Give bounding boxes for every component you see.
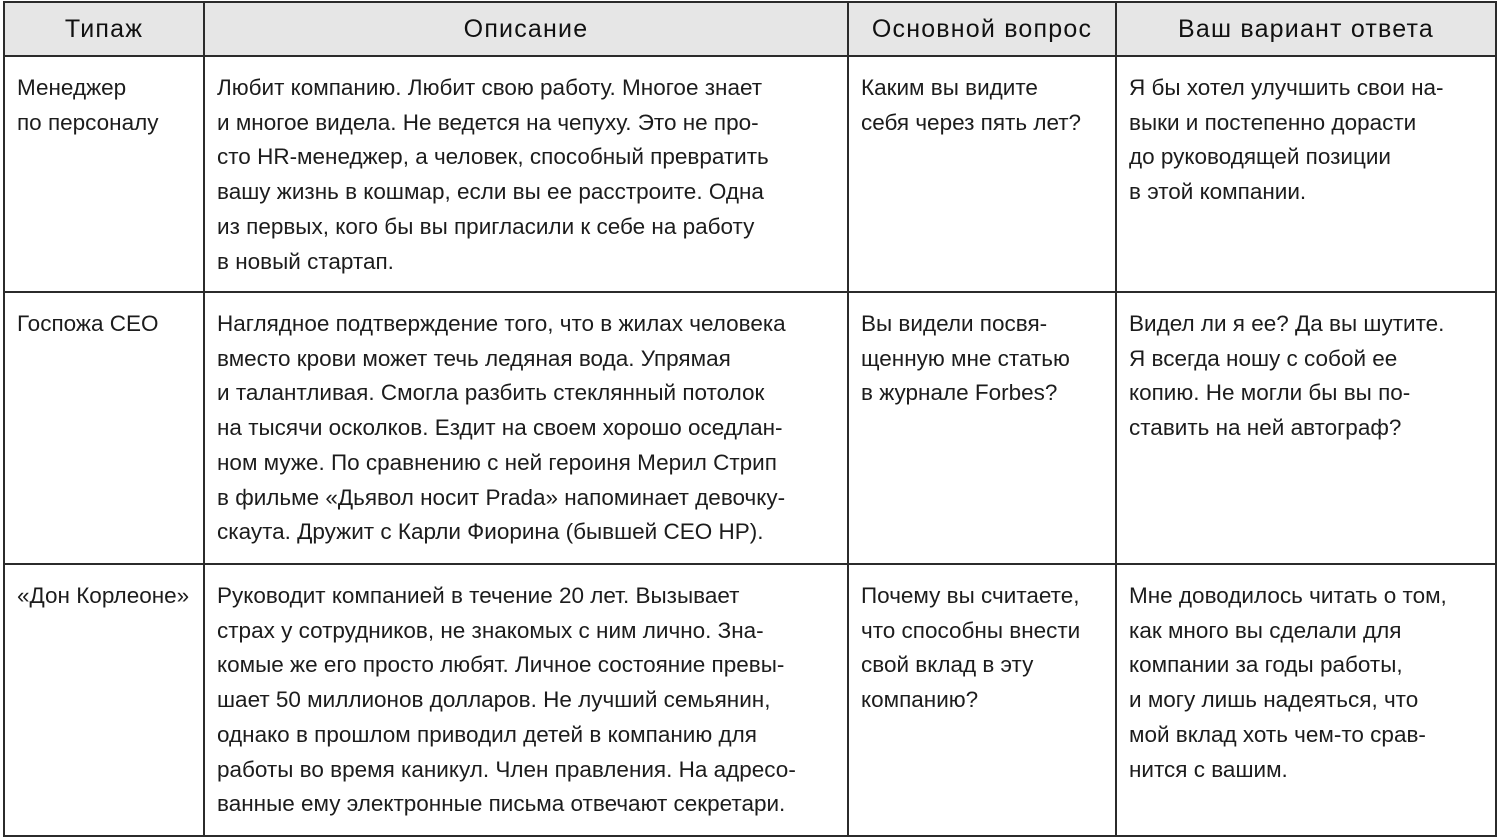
text-line: сто HR-менеджер, а человек, способный превратить — [217, 144, 769, 170]
cell-answer — [1116, 564, 1496, 836]
text-line: комые же его просто любят. Личное состояние превы- — [217, 652, 785, 678]
text-line: копию. Не могли бы вы по- — [1129, 380, 1411, 406]
cell-question — [848, 292, 1116, 564]
header-description: Описание — [204, 2, 848, 56]
cell-question — [848, 56, 1116, 292]
table-row — [4, 56, 1496, 292]
text-line: нится с вашим. — [1129, 756, 1288, 782]
text-line: из первых, кого бы вы пригласили к себе на работу — [217, 213, 755, 239]
text-line: работы во время каникул. Член правления. На адресо- — [217, 756, 796, 782]
text-line: что способны внести — [861, 617, 1081, 643]
cell-answer — [1116, 56, 1496, 292]
cell-description — [204, 292, 848, 564]
text-line: по персоналу — [17, 109, 159, 135]
text-line: Видел ли я ее? Да вы шутите. — [1129, 311, 1445, 336]
text-line: и талантливая. Смогла разбить стеклянный потолок — [217, 380, 765, 406]
text-line: ставить на ней автограф? — [1129, 415, 1402, 441]
table-row — [4, 564, 1496, 836]
text-line: в этой компании. — [1129, 179, 1307, 205]
text-line: до руководящей позиции — [1129, 144, 1391, 170]
text-line: скаута. Дружит с Карли Фиорина (бывшей CEO HP). — [217, 519, 764, 545]
text-line: вашу жизнь в кошмар, если вы ее расстроите. Одна — [217, 179, 764, 205]
text-line: страх у сотрудников, не знакомых с ним лично. Зна- — [217, 617, 764, 643]
text-line: Наглядное подтверждение того, что в жилах человека — [217, 311, 786, 336]
text-line: в журнале Forbes? — [861, 380, 1058, 406]
text-line: однако в прошлом приводил детей в компанию для — [217, 721, 757, 747]
text-line: Менеджер — [17, 75, 127, 100]
header-row — [4, 2, 1496, 56]
text-line: шает 50 миллионов долларов. Не лучший семьянин, — [217, 687, 771, 713]
cell-description — [204, 56, 848, 292]
text-line: Я бы хотел улучшить свои на- — [1129, 75, 1444, 100]
text-line: ванные ему электронные письма отвечают секретари. — [217, 791, 786, 817]
text-line: компанию? — [861, 687, 979, 713]
cell-description — [204, 564, 848, 836]
text-line: Госпожа CEO — [17, 311, 159, 336]
text-line: Каким вы видите — [861, 75, 1038, 100]
header-type: Типаж — [4, 2, 204, 56]
text-line: мой вклад хоть чем-то срав- — [1129, 721, 1426, 747]
text-line: в фильме «Дьявол носит Prada» напоминает девочку- — [217, 484, 786, 510]
text-line: Почему вы считаете, — [861, 583, 1080, 608]
text-line: компании за годы работы, — [1129, 652, 1403, 678]
cell-type — [4, 292, 204, 564]
text-line: Я всегда ношу с собой ее — [1129, 345, 1398, 371]
text-line: и могу лишь надеяться, что — [1129, 687, 1419, 713]
table-row — [4, 292, 1496, 564]
text-line: в новый стартап. — [217, 248, 394, 274]
header-answer: Ваш вариант ответа — [1116, 2, 1496, 56]
text-line: Любит компанию. Любит свою работу. Многое знает — [217, 75, 763, 100]
text-line: себя через пять лет? — [861, 109, 1082, 135]
cell-answer — [1116, 292, 1496, 564]
text-line: щенную мне статью — [861, 345, 1070, 371]
text-line: Вы видели посвя- — [861, 311, 1048, 336]
text-line: на тысячи осколков. Ездит на своем хорошо оседлан- — [217, 415, 783, 441]
header-question: Основной вопрос — [848, 2, 1116, 56]
cell-question — [848, 564, 1116, 836]
persona-table — [3, 1, 1497, 837]
text-line: Мне доводилось читать о том, — [1129, 583, 1447, 608]
cell-type — [4, 56, 204, 292]
text-line: как много вы сделали для — [1129, 617, 1402, 643]
text-line: выки и постепенно дорасти — [1129, 109, 1417, 135]
text-line: ном муже. По сравнению с ней героиня Мерил Стрип — [217, 449, 777, 475]
text-line: свой вклад в эту — [861, 652, 1034, 678]
text-line: «Дон Корлеоне» — [17, 583, 190, 608]
text-line: Руководит компанией в течение 20 лет. Вызывает — [217, 583, 740, 608]
text-line: и многое видела. Не ведется на чепуху. Это не про- — [217, 109, 759, 135]
cell-type — [4, 564, 204, 836]
text-line: вместо крови может течь ледяная вода. Упрямая — [217, 345, 731, 371]
